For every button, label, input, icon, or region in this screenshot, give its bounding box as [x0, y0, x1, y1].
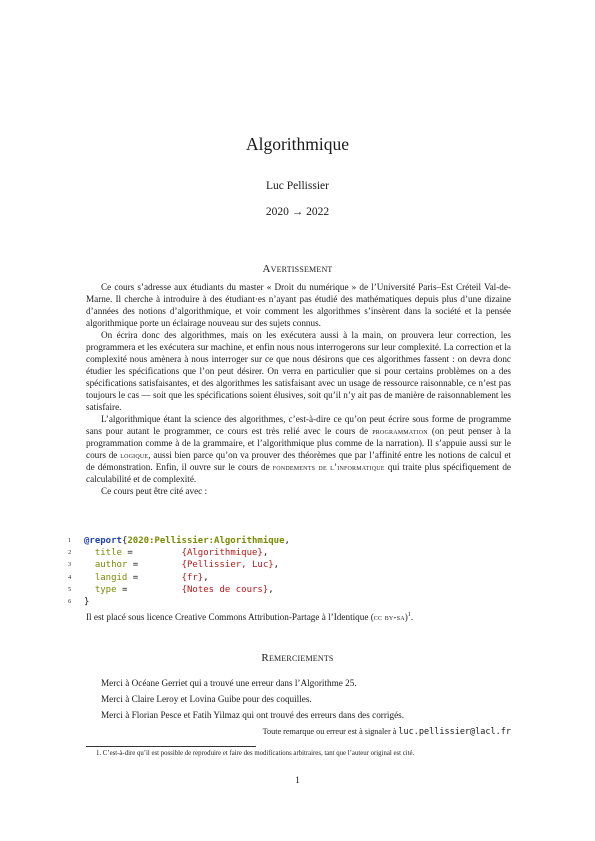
date-range: 2020 → 2022 — [265, 206, 330, 218]
line-number: 2 — [68, 549, 72, 557]
contact-email[interactable]: luc.pellissier@lacl.fr — [398, 727, 511, 737]
code-line: 2 title = {Algorithmique}, — [68, 548, 269, 559]
text-run: L’algorithmique étant la science des algorithmes, c’est-à-dire ce qu’on peut écrire sous forme de programme sans pour autant le programmer, ce cours est très relié avec le cours de — [86, 414, 511, 436]
course-name-logique: logique — [120, 450, 149, 460]
text-run: qui traite plus spécifiquement de calculabilité et de complexité. — [86, 462, 511, 484]
field-value: {Algorithmique} — [181, 548, 263, 559]
acknowledgement-line: Merci à Claire Leroy et Lovina Guibe pour des coquilles. — [101, 694, 312, 704]
bibtex-entry-type: @report — [84, 536, 122, 546]
section-heading-avertissement: Avertissement — [262, 263, 333, 275]
section-heading-remerciements: Remerciements — [261, 652, 334, 664]
text-run: , aussi bien parce qu’on va prouver des théorèmes que par l’affinité entre les notions de calcul et de démonstration. Enfin, il ouvre sur le cours de — [86, 450, 511, 472]
field-name: langid — [94, 572, 128, 583]
bibtex-code-block — [68, 535, 508, 608]
acknowledgement-line: Merci à Océane Gerriet qui a trouvé une erreur dans l’Algorithme 25. — [101, 678, 357, 688]
avertissement-body — [86, 281, 511, 497]
acknowledgement-line: Merci à Florian Pesce et Fatih Yilmaz qui ont trouvé des erreurs dans des corrigés. — [101, 710, 405, 720]
brace: } — [84, 596, 90, 607]
footnote: 1. C’est-à-dire qu’il est possible de reproduire et faire des modifications arbitraires, tant que l’auteur original est cité. — [96, 750, 415, 757]
course-name-programmation: programmation — [372, 426, 428, 436]
footnote-mark[interactable]: 1 — [407, 612, 411, 618]
bibtex-citekey: 2020:Pellissier:Algorithmique — [127, 536, 285, 546]
field-name: title — [94, 548, 122, 559]
page-number: 1 — [295, 776, 300, 786]
acknowledgements-list — [101, 675, 511, 723]
brace: { — [121, 536, 128, 546]
line-number: 1 — [68, 537, 72, 544]
field-value: {Pellissier, Luc} — [181, 560, 274, 571]
line-number: 6 — [68, 597, 72, 605]
code-line: 4 langid = {fr}, — [68, 572, 209, 583]
code-line — [68, 535, 508, 547]
field-name: type — [94, 584, 117, 595]
code-line — [68, 596, 508, 608]
text-run: Toute remarque ou erreur est à signaler à — [262, 727, 399, 736]
field-value: {Notes de cours} — [181, 584, 269, 595]
text-run: (on peut penser à la programmation comme à de la grammaire, et l’algorithmique plus comme de la narration). Il s’appuie aussi sur le cours de — [86, 426, 511, 460]
license-name: cc by-sa — [373, 612, 405, 622]
code-line: 3 author = {Pellissier, Luc}, — [68, 560, 280, 571]
line-number: 3 — [68, 561, 72, 569]
text-run: . — [410, 612, 414, 622]
line-number: 5 — [68, 585, 72, 593]
cite-intro: Ce cours peut être cité avec : — [101, 486, 208, 496]
text-run: Il est placé sous licence Creative Commons Attribution-Partage à l’Identique ( — [86, 612, 374, 622]
author-name: Luc Pellissier — [266, 180, 329, 192]
contact-remark — [86, 727, 511, 737]
line-number: 4 — [68, 573, 72, 581]
paragraph — [86, 413, 511, 485]
field-name: author — [94, 560, 128, 571]
code-line: 5 type = {Notes de cours}, — [68, 584, 274, 595]
license-statement — [86, 609, 511, 623]
field-value: {fr} — [181, 572, 204, 583]
footnote-divider — [86, 746, 256, 747]
paragraph: Ce cours s’adresse aux étudiants du master « Droit du numérique » de l’Université Paris–Est Créteil Val-de-Marne. Il cherche à introduire à des étudiant·es n’ayant pas étudié des mathématiques depuis plus d’une dizaine d’années des notions d’algorithmique, et voir comment les algorithmes s’insèrent dans la société et la pensée algorithmique porte un éclairage nouveau sur des sujets connus. — [86, 282, 511, 328]
course-name-fondements: fondements de l’informatique — [272, 462, 385, 472]
paragraph: On écrira donc des algorithmes, mais on les exécutera aussi à la main, on prouvera leur correction, les programmera et les exécutera sur machine, et enfin nous nous interrogerons sur leur complexité. La correction et la complexité nous amènera à nous interroger sur ce que nous désirons que ces algorithmes fassent : on devra donc étudier les spécifications que l’on peut désirer. On verra en particulier que si pour certains problèmes on a des spécifications satisfaisantes, et des algorithmes les satisfaisant avec un usage de ressource raisonnable, ce n’est pas toujours le cas — soit que les spécifications soient élusives, soit qu’il n’y ait pas de manière de raisonnablement les satisfaire. — [86, 330, 511, 412]
comma: , — [284, 536, 290, 546]
text-run: ) — [404, 612, 408, 622]
document-title: Algorithmique — [245, 134, 350, 154]
